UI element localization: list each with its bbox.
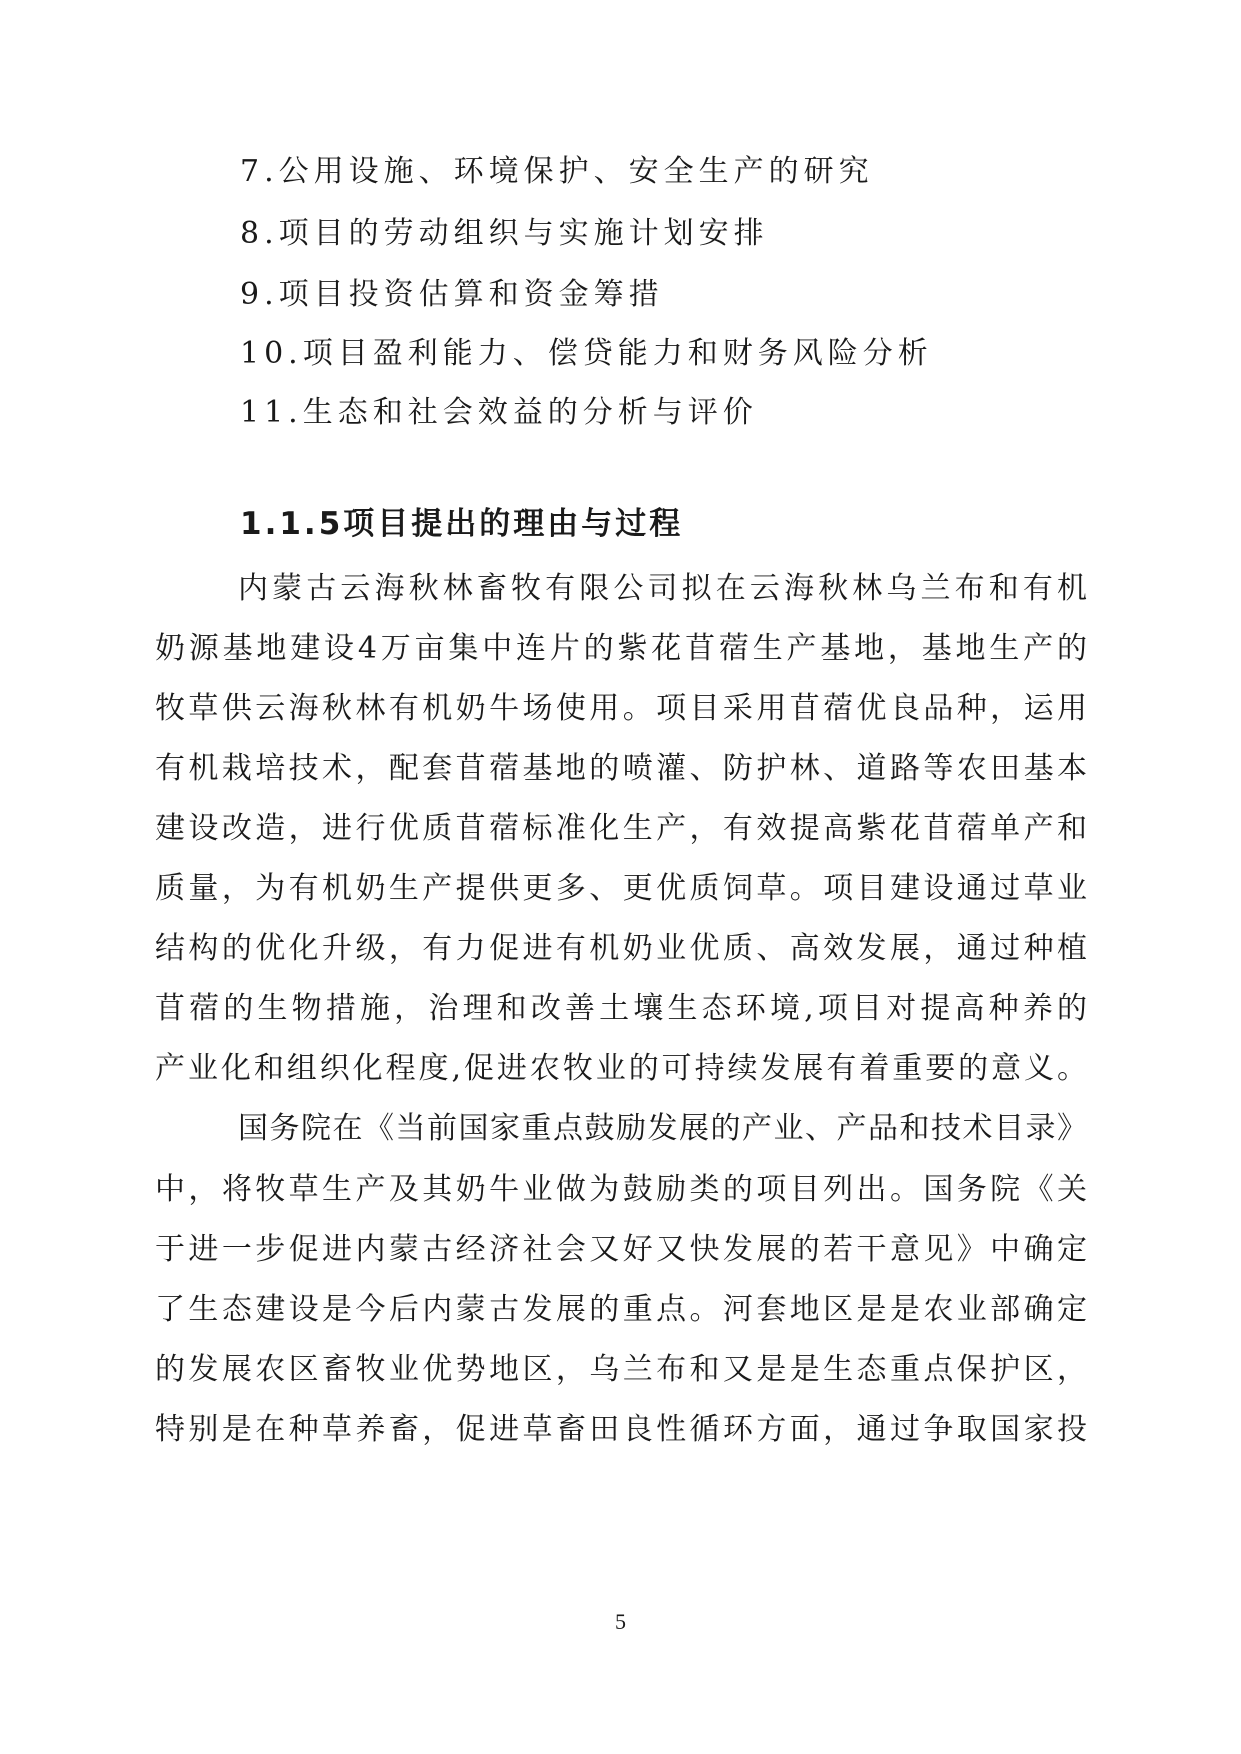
paragraph-line: 建设改造，进行优质苜蓿标准化生产，有效提高紫花苜蓿单产和 bbox=[155, 811, 1087, 846]
paragraph-line: 国务院在《当前国家重点鼓励发展的产业、产品和技术目录》 bbox=[238, 1111, 1087, 1146]
paragraph-line: 牧草供云海秋林有机奶牛场使用。项目采用苜蓿优良品种，运用 bbox=[155, 691, 1087, 726]
list-item: 8.项目的劳动组织与实施计划安排 bbox=[240, 216, 769, 251]
list-item: 11.生态和社会效益的分析与评价 bbox=[240, 395, 758, 430]
paragraph-line: 于进一步促进内蒙古经济社会又好又快发展的若干意见》中确定 bbox=[155, 1232, 1087, 1267]
list-item: 9.项目投资估算和资金筹措 bbox=[240, 277, 664, 312]
page-number: 5 bbox=[615, 1609, 626, 1634]
paragraph-line: 质量，为有机奶生产提供更多、更优质饲草。项目建设通过草业 bbox=[155, 871, 1087, 906]
paragraph-line: 产业化和组织化程度,促进农牧业的可持续发展有着重要的意义。 bbox=[155, 1051, 1087, 1086]
list-item: 10.项目盈利能力、偿贷能力和财务风险分析 bbox=[240, 336, 933, 371]
list-item: 7.公用设施、环境保护、安全生产的研究 bbox=[240, 154, 874, 189]
paragraph-line: 有机栽培技术，配套苜蓿基地的喷灌、防护林、道路等农田基本 bbox=[155, 751, 1087, 786]
paragraph-line: 了生态建设是今后内蒙古发展的重点。河套地区是是农业部确定 bbox=[155, 1292, 1087, 1327]
paragraph-line: 中，将牧草生产及其奶牛业做为鼓励类的项目列出。国务院《关 bbox=[155, 1172, 1087, 1207]
section-heading: 1.1.5项目提出的理由与过程 bbox=[240, 506, 684, 542]
paragraph-line: 奶源基地建设4万亩集中连片的紫花苜蓿生产基地，基地生产的 bbox=[155, 631, 1087, 666]
paragraph-line: 结构的优化升级，有力促进有机奶业优质、高效发展，通过种植 bbox=[155, 931, 1087, 966]
paragraph-line: 苜蓿的生物措施，治理和改善土壤生态环境,项目对提高种养的 bbox=[155, 991, 1087, 1026]
paragraph-line: 的发展农区畜牧业优势地区，乌兰布和又是是生态重点保护区， bbox=[155, 1352, 1087, 1387]
paragraph-line: 内蒙古云海秋林畜牧有限公司拟在云海秋林乌兰布和有机 bbox=[238, 571, 1087, 606]
paragraph-line: 特别是在种草养畜，促进草畜田良性循环方面，通过争取国家投 bbox=[155, 1412, 1087, 1447]
